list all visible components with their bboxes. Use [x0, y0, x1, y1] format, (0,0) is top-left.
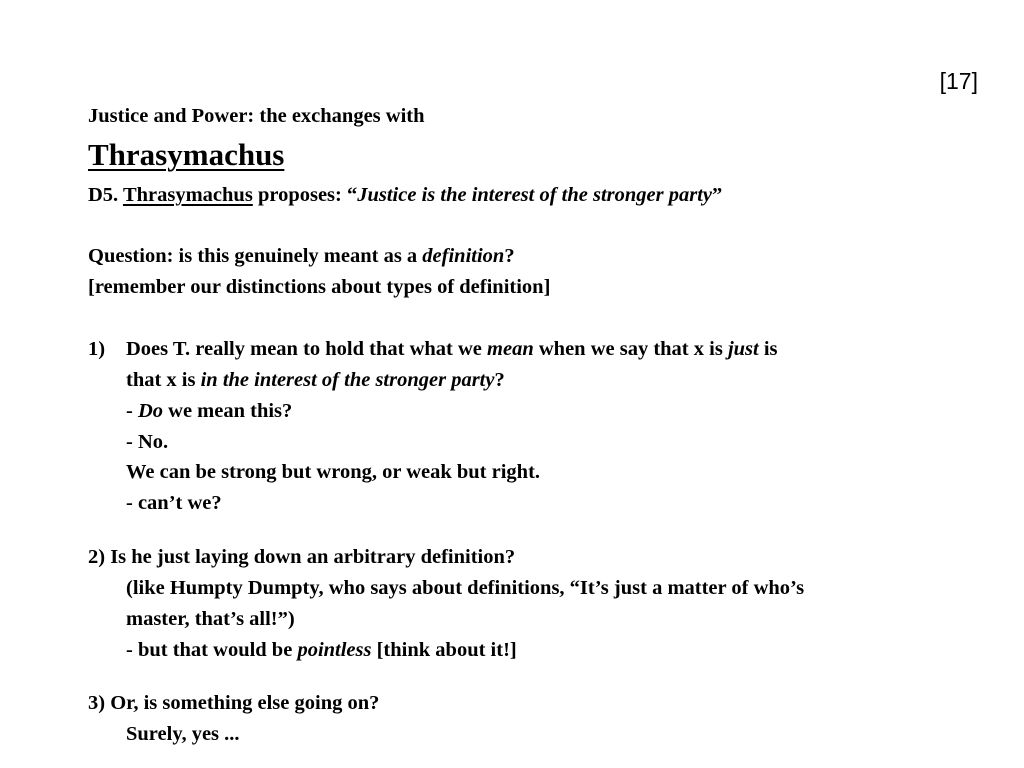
point2-humpty2: master, that’s all!”) [126, 608, 295, 630]
point1-line1 [126, 339, 778, 360]
point2-but: - but that would be [126, 639, 293, 661]
point2-think: [think about it!] [376, 639, 517, 661]
point1-mean: mean [487, 338, 534, 360]
point3-surely: Surely, yes ... [126, 723, 240, 745]
point1-e: ? [494, 369, 505, 391]
point1-c: is [763, 338, 778, 360]
point1-b: when we say that x is [538, 338, 723, 360]
page-title: Thrasymachus [88, 137, 285, 172]
header-line: Justice and Power: the exchanges with [88, 105, 425, 127]
point1-just: just [727, 338, 759, 360]
point2-but-line [126, 640, 517, 661]
question-line [88, 246, 515, 267]
point2-pointless: pointless [297, 639, 372, 661]
d5-close: ” [712, 184, 723, 206]
page-number: [17] [939, 68, 978, 94]
point1-do: Do [137, 400, 164, 422]
point1-a: Does T. really mean to hold that what we [126, 338, 482, 360]
question-term: definition [422, 245, 505, 267]
point1-no: - No. [126, 431, 169, 453]
point1-do-rest: we mean this? [168, 400, 293, 422]
point1-interest: in the interest of the stronger party [200, 369, 495, 391]
point1-line2 [126, 370, 505, 391]
point3-lead: 3) Or, is something else going on? [88, 692, 380, 714]
point1-cant: - can’t we? [126, 492, 222, 514]
point1-line3 [126, 401, 292, 422]
remember-line: [remember our distinctions about types of definition] [88, 276, 551, 298]
d5-proposes: proposes: “ [257, 184, 358, 206]
d5-prefix: D5. [88, 184, 119, 206]
point2-humpty1: (like Humpty Dumpty, who says about definitions, “It’s just a matter of who’s [126, 577, 805, 599]
point1-dash: - [126, 400, 133, 422]
d5-quote: Justice is the interest of the stronger party [357, 184, 713, 206]
d5-line [88, 185, 722, 206]
question-end: ? [504, 245, 515, 267]
point1-strong: We can be strong but wrong, or weak but right. [126, 461, 541, 483]
point2-lead: 2) Is he just laying down an arbitrary definition? [88, 546, 516, 568]
d5-name: Thrasymachus [122, 184, 253, 206]
question-lead: Question: is this genuinely meant as a [88, 245, 418, 267]
point1-number: 1) [88, 338, 106, 360]
point1-d: that x is [126, 369, 196, 391]
